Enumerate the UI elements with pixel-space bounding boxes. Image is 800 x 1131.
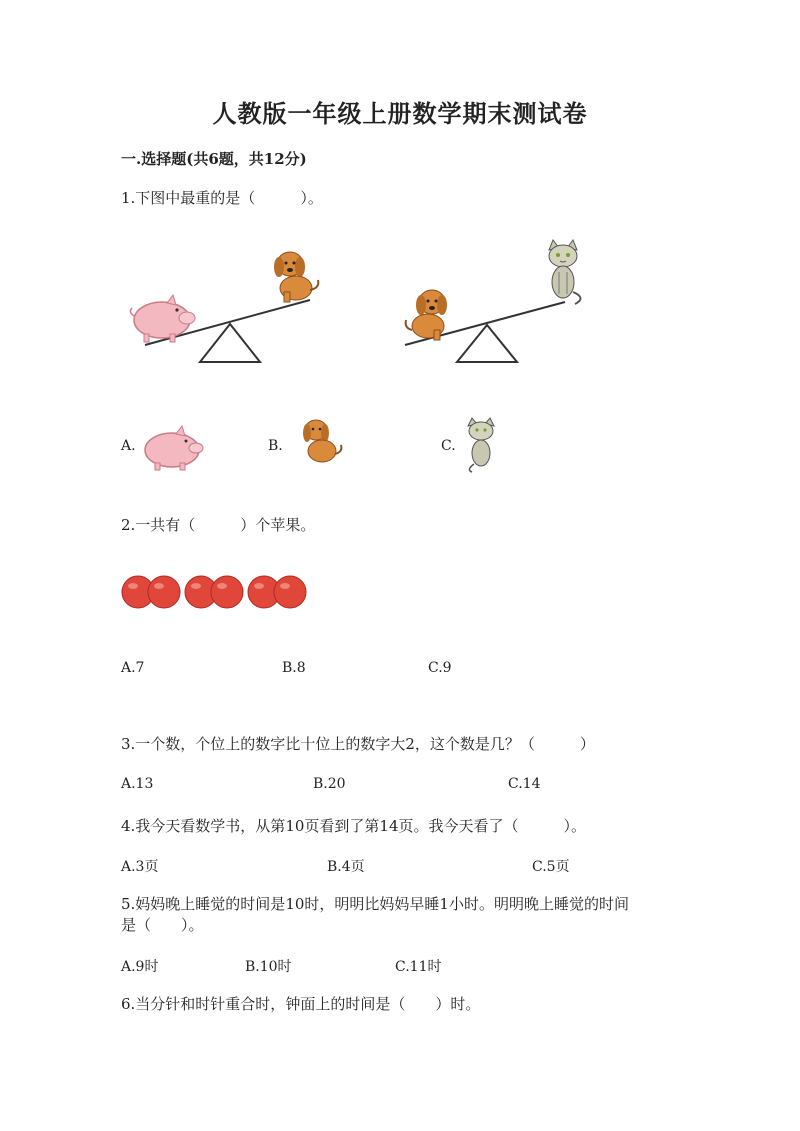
option-5b: B.10时 <box>245 959 292 975</box>
option-2a: A.7 <box>121 660 145 676</box>
question-5-line-1: 5.妈妈晚上睡觉的时间是10时，明明比妈妈早睡1小时。明明晚上睡觉的时间 <box>121 895 629 913</box>
option-3c: C.14 <box>508 776 541 792</box>
cat-icon <box>464 418 500 473</box>
option-5a: A.9时 <box>121 959 159 975</box>
question-6: 6.当分针和时针重合时，钟面上的时间是（ ）时。 <box>121 995 481 1013</box>
question-1: 1.下图中最重的是（ ）。 <box>121 189 323 207</box>
apple-highlight <box>191 583 201 589</box>
option-1c: C. <box>441 438 456 454</box>
apple-icon <box>122 576 306 608</box>
option-3b: B.20 <box>313 776 346 792</box>
apple-highlight <box>280 583 290 589</box>
seesaw-figure-2 <box>380 240 600 370</box>
question-5-line-2: 是（ ）。 <box>121 916 204 934</box>
apple-icon <box>148 576 180 608</box>
pig-icon <box>142 425 204 470</box>
apple-highlight <box>254 583 264 589</box>
option-4c: C.5页 <box>532 859 570 875</box>
question-3: 3.一个数，个位上的数字比十位上的数字大2，这个数是几？（ ） <box>121 735 595 753</box>
page-title: 人教版一年级上册数学期末测试卷 <box>212 99 588 128</box>
option-4a: A.3页 <box>121 859 159 875</box>
option-2c: C.9 <box>428 660 452 676</box>
option-4b: B.4页 <box>327 859 365 875</box>
apple-highlight <box>217 583 227 589</box>
cat-icon <box>549 240 581 304</box>
option-5c: C.11时 <box>395 959 442 975</box>
apple-group <box>122 570 307 615</box>
apple-icon <box>274 576 306 608</box>
apple-icon <box>211 576 243 608</box>
option-2b: B.8 <box>282 660 306 676</box>
dog-icon <box>300 418 348 466</box>
option-3a: A.13 <box>121 776 154 792</box>
dog-icon <box>406 290 447 340</box>
apple-highlight <box>154 583 164 589</box>
option-1a: A. <box>121 438 136 454</box>
dog-icon <box>274 252 318 302</box>
question-4: 4.我今天看数学书，从第10页看到了第14页。我今天看了（ ）。 <box>121 817 586 835</box>
question-2: 2.一共有（ ）个苹果。 <box>121 516 316 534</box>
apple-highlight <box>128 583 138 589</box>
seesaw-figure-1 <box>120 240 340 370</box>
section-heading: 一.选择题(共6题，共12分) <box>121 150 307 168</box>
option-1b: B. <box>268 438 283 454</box>
